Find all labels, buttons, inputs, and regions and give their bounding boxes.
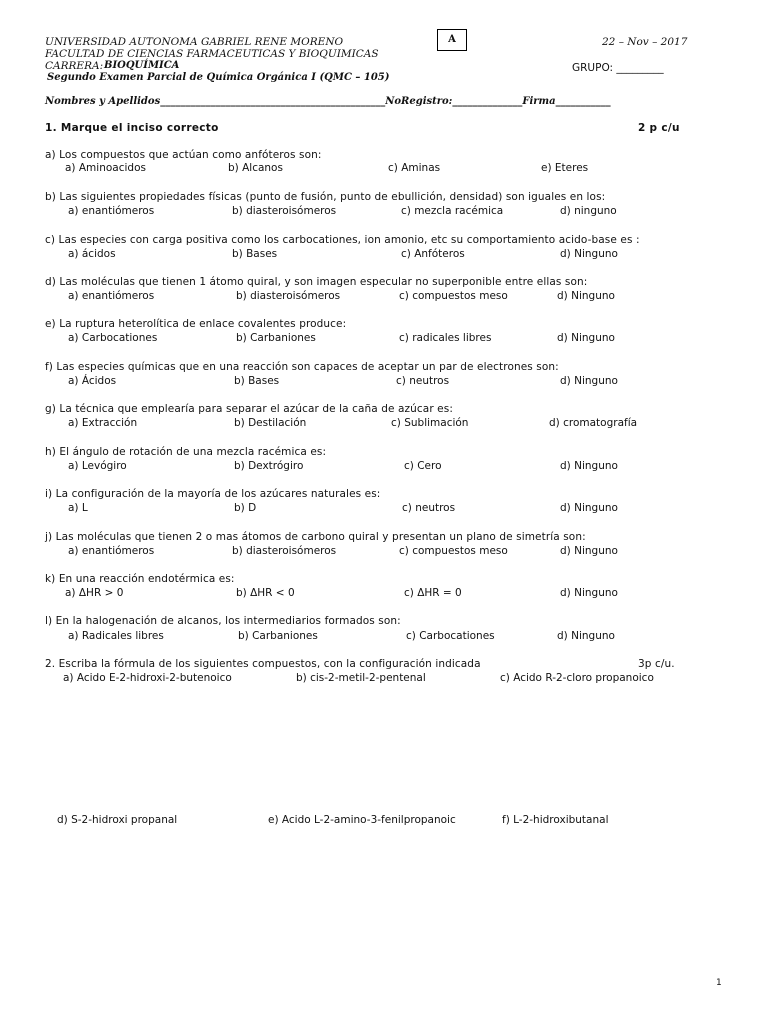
option[interactable]: a) Aminoacidos [65,162,146,174]
compound-item: f) L-2-hidroxibutanal [502,814,609,826]
question-stem: a) Los compuestos que actúan como anfóteros son: [45,149,322,161]
option[interactable]: c) Aminas [388,162,441,174]
option[interactable]: c) neutros [396,375,450,387]
option[interactable]: a) Ácidos [68,375,117,387]
section1-points: 2 p c/u [638,122,680,134]
option[interactable]: a) enantiómeros [68,545,155,557]
option[interactable]: c) compuestos meso [399,545,508,557]
option[interactable]: c) radicales libres [399,332,492,344]
option[interactable]: a) enantiómeros [68,290,155,302]
option[interactable]: b) diasteroisómeros [232,205,337,217]
option[interactable]: c) Carbocationes [406,630,495,642]
page-number: 1 [716,978,722,988]
option[interactable]: b) Carbaniones [238,630,318,642]
faculty-name: FACULTAD DE CIENCIAS FARMACEUTICAS Y BIOQUIMICAS [45,48,379,60]
question-stem: f) Las especies químicas que en una reacción son capaces de aceptar un par de electrones son: [45,361,559,373]
option[interactable]: a) ácidos [68,248,116,260]
option[interactable]: d) Ninguno [560,545,618,557]
option[interactable]: d) Ninguno [557,332,615,344]
option[interactable]: c) mezcla racémica [401,205,504,217]
question-stem: l) En la halogenación de alcanos, los intermediarios formados son: [45,615,401,627]
option[interactable]: a) ΔHR > 0 [65,587,124,599]
option[interactable]: b) Carbaniones [236,332,316,344]
option[interactable]: b) Destilación [234,417,307,429]
section2-title: 2. Escriba la fórmula de los siguientes compuestos, con la configuración indicada [45,658,481,670]
exam-title: Segundo Examen Parcial de Química Orgánica I (QMC – 105) [47,72,390,83]
option[interactable]: c) compuestos meso [399,290,508,302]
question-stem: i) La configuración de la mayoría de los azúcares naturales es: [45,488,381,500]
option[interactable]: d) Ninguno [557,290,615,302]
option[interactable]: c) Sublimación [391,417,469,429]
compound-item: a) Acido E-2-hidroxi-2-butenoico [63,672,232,684]
question-stem: k) En una reacción endotérmica es: [45,573,235,585]
question-stem: e) La ruptura heterolítica de enlace covalentes produce: [45,318,347,330]
option[interactable]: b) ΔHR < 0 [236,587,295,599]
section2-points: 3p c/u. [638,658,675,670]
option[interactable]: d) Ninguno [560,587,618,599]
option[interactable]: c) Anfóteros [401,248,465,260]
option[interactable]: b) Dextrógiro [234,460,304,472]
question-stem: g) La técnica que emplearía para separar el azúcar de la caña de azúcar es: [45,403,453,415]
option[interactable]: c) ΔHR = 0 [404,587,462,599]
option[interactable]: b) diasteroisómeros [232,545,337,557]
question-stem: c) Las especies con carga positiva como los carbocationes, ion amonio, etc su comportamiento acido-base es : [45,234,640,246]
option[interactable]: d) Ninguno [560,248,618,260]
option[interactable]: a) Carbocationes [68,332,158,344]
section1-title: 1. Marque el inciso correcto [45,122,219,134]
compound-item: d) S-2-hidroxi propanal [57,814,178,826]
option[interactable]: a) Extracción [68,417,138,429]
option[interactable]: d) Ninguno [557,630,615,642]
option[interactable]: b) Alcanos [228,162,283,174]
compound-item: e) Acido L-2-amino-3-fenilpropanoic [268,814,456,826]
option[interactable]: a) Radicales libres [68,630,164,642]
option[interactable]: e) Eteres [541,162,589,174]
option[interactable]: b) D [234,502,257,514]
option[interactable]: d) Ninguno [560,502,618,514]
exam-date: 22 – Nov – 2017 [602,36,688,48]
option[interactable]: b) Bases [234,375,280,387]
option[interactable]: c) Cero [404,460,442,472]
option[interactable]: d) ninguno [560,205,617,217]
option[interactable]: a) Levógiro [68,460,127,472]
option[interactable]: b) Bases [232,248,278,260]
group-field[interactable]: GRUPO: _________ [572,62,664,74]
option[interactable]: d) Ninguno [560,460,618,472]
question-stem: h) El ángulo de rotación de una mezcla racémica es: [45,446,327,458]
university-name: UNIVERSIDAD AUTONOMA GABRIEL RENE MORENO [45,36,344,48]
option[interactable]: b) diasteroisómeros [236,290,341,302]
option[interactable]: a) enantiómeros [68,205,155,217]
option[interactable]: d) Ninguno [560,375,618,387]
career-value: BIOQUÍMICA [104,60,180,71]
question-stem: b) Las siguientes propiedades físicas (punto de fusión, punto de ebullición, densidad) son iguales en los: [45,191,606,203]
option[interactable]: c) neutros [402,502,456,514]
student-info-line[interactable]: Nombres y Apellidos_____________________________________________NoRegistro:______________Firma___________ [45,96,611,107]
question-stem: d) Las moléculas que tienen 1 átomo quiral, y son imagen especular no superponible entre ellas son: [45,276,588,288]
option[interactable]: a) L [68,502,88,514]
exam-version-box: A [437,29,467,51]
compound-item: b) cis-2-metil-2-pentenal [296,672,426,684]
option[interactable]: d) cromatografía [549,417,638,429]
compound-item: c) Acido R-2-cloro propanoico [500,672,654,684]
question-stem: j) Las moléculas que tienen 2 o mas átomos de carbono quiral y presentan un plano de simetría son: [45,531,586,543]
career-label: CARRERA: [45,60,104,72]
